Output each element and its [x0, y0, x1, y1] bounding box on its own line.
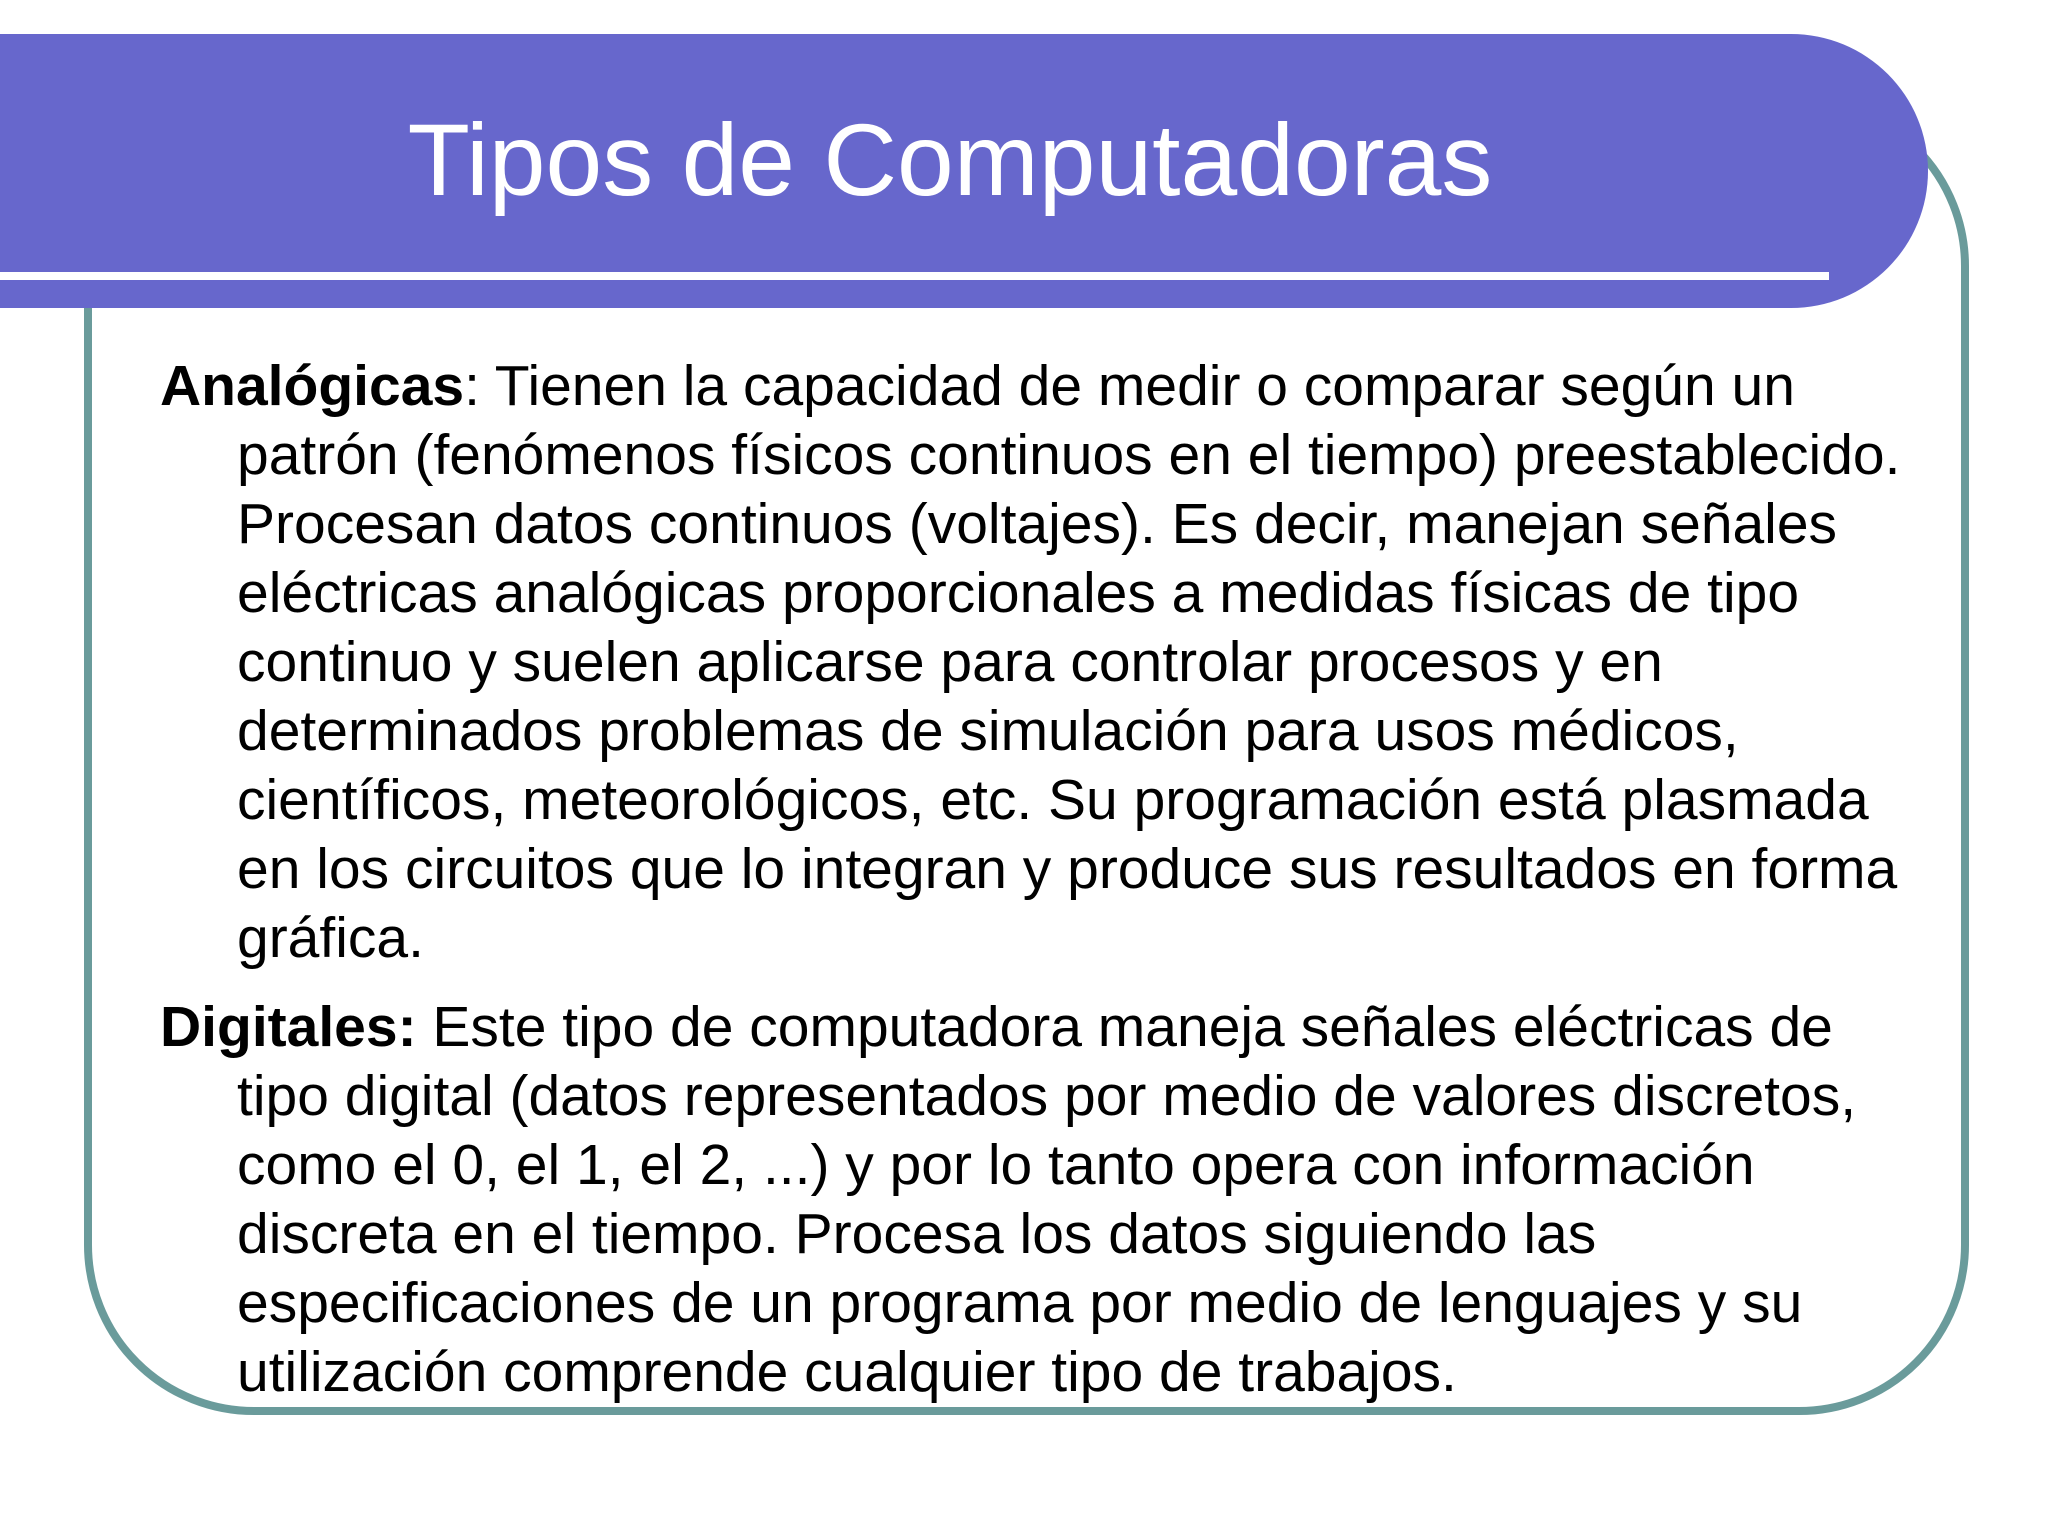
- term-digitales: Digitales:: [160, 995, 417, 1059]
- paragraph-analogicas: [160, 352, 1920, 973]
- term-separator: :: [464, 354, 480, 418]
- slide-title: Tipos de Computadoras: [407, 103, 1493, 217]
- paragraph-digitales: [160, 993, 1920, 1407]
- paragraph-text-digitales: Este tipo de computadora maneja señales eléctricas de tipo digital (datos representados por medio de valores discretos, como el 0, el 1, el 2, ...) y por lo tanto opera con información discreta en el tiempo. Procesa los datos siguiendo las especificaciones de un programa por medio de lenguajes y su utilización comprende cualquier tipo de trabajos.: [237, 995, 1857, 1404]
- slide-content: [160, 352, 1920, 1407]
- paragraph-text-analogicas: Tienen la capacidad de medir o comparar según un patrón (fenómenos físicos continuos en el tiempo) preestablecido. Procesan datos continuos (voltajes). Es decir, manejan señales eléctricas analógicas proporcionales a medidas físicas de tipo continuo y suelen aplicarse para controlar procesos y en determinados problemas de simulación para usos médicos, científicos, meteorológicos, etc. Su programación está plasmada en los circuitos que lo integran y produce sus resultados en forma gráfica.: [237, 354, 1901, 970]
- title-divider: [0, 272, 1829, 280]
- term-analogicas: Analógicas: [160, 354, 465, 418]
